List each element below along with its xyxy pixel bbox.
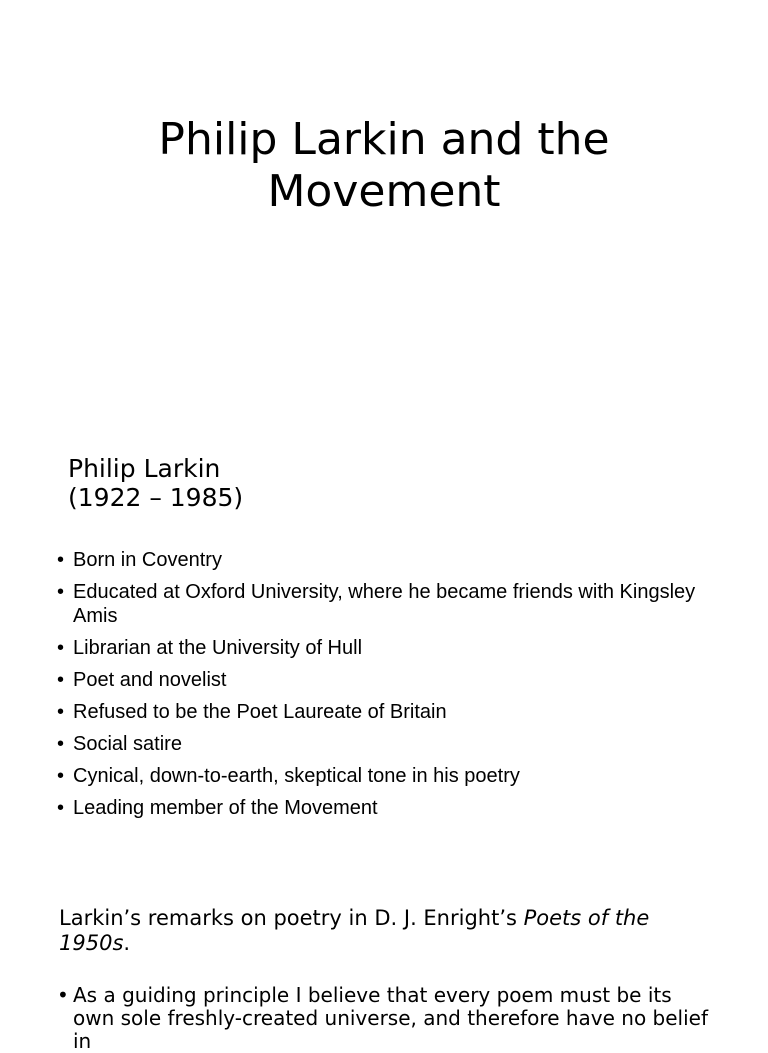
list-item-text: Social satire [73, 733, 182, 755]
list-item [57, 796, 717, 820]
bullet-marker: • [57, 581, 65, 603]
list-item-text: Librarian at the University of Hull [73, 637, 363, 659]
list-item [57, 548, 717, 572]
bullet-marker: • [57, 701, 65, 723]
remarks-bullet-list [57, 984, 717, 1053]
list-item [57, 580, 717, 628]
bullet-marker: • [57, 733, 65, 755]
list-item-text: Educated at Oxford University, where he became friends with Kingsley Amis [73, 581, 696, 627]
remarks-heading-prefix: Larkin’s remarks on poetry in D. J. Enright’s [59, 906, 524, 930]
bullet-marker: • [57, 669, 65, 691]
list-item [57, 700, 717, 724]
bullet-marker: • [57, 549, 65, 571]
biography-slide [0, 440, 768, 860]
list-item [57, 732, 717, 756]
biography-heading-name: Philip Larkin [68, 454, 221, 483]
title-line-2: Movement [267, 166, 501, 217]
list-item-text: Refused to be the Poet Laureate of Britain [73, 701, 447, 723]
bullet-marker: • [57, 797, 65, 819]
remarks-heading-suffix: . [123, 931, 131, 955]
title-slide [0, 0, 768, 420]
list-item [57, 764, 717, 788]
list-item-text: Poet and novelist [73, 669, 227, 691]
list-item-text: Leading member of the Movement [73, 797, 378, 819]
list-item [57, 668, 717, 692]
biography-heading-dates: (1922 – 1985) [68, 483, 244, 512]
biography-bullet-list [57, 548, 717, 828]
list-item [57, 984, 717, 1053]
bullet-marker: • [57, 983, 69, 1007]
remarks-heading [59, 906, 719, 956]
biography-heading [68, 454, 243, 512]
title-line-1: Philip Larkin and the [158, 114, 610, 165]
bullet-marker: • [57, 637, 65, 659]
presentation-title [0, 114, 768, 218]
list-item-text: As a guiding principle I believe that every poem must be its own sole freshly-created universe, and therefore have no belief in [73, 983, 709, 1053]
list-item [57, 636, 717, 660]
bullet-marker: • [57, 765, 65, 787]
list-item-text: Cynical, down-to-earth, skeptical tone in his poetry [73, 765, 520, 787]
remarks-heading-book-title: Poets of the 1950s [59, 906, 650, 955]
remarks-slide [0, 900, 768, 1053]
list-item-text: Born in Coventry [73, 549, 222, 571]
